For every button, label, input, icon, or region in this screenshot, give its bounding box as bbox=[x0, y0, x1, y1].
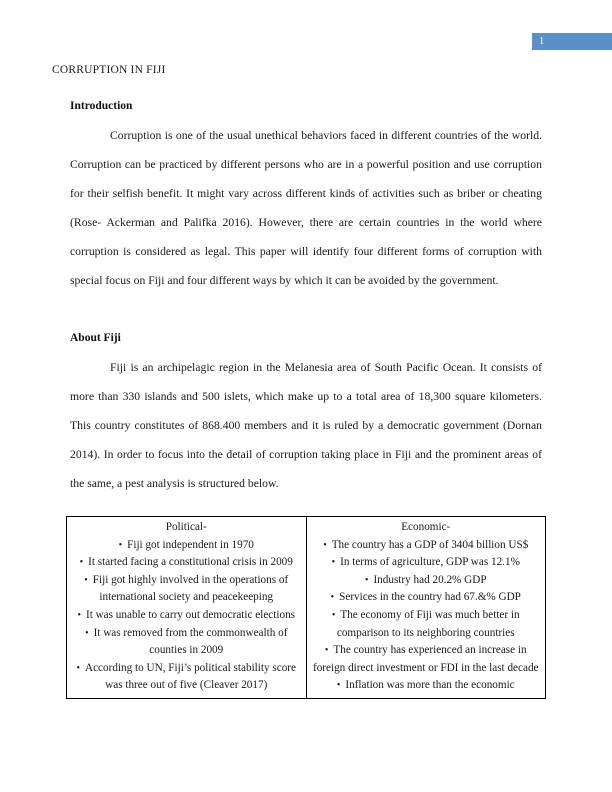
list-item-label: The country has a GDP of 3404 billion US$ bbox=[331, 538, 529, 551]
bullet-icon: • bbox=[324, 645, 329, 657]
table-cell-economic bbox=[306, 517, 546, 699]
page-number-banner bbox=[532, 33, 612, 50]
list-item-label: Industry had 20.2% GDP bbox=[373, 573, 487, 586]
paragraph-about-fiji: Fiji is an archipelagic region in the Melanesia area of South Pacific Ocean. It consists of more than 330 islands and 500 islets, which make up to a total area of 18,300 square kilometers. This country constitutes of 868.400 members and it is ruled by a democratic government (Dornan 2014). In order to focus into the detail of corruption taking place in Fiji and the prominent areas of the same, a pest analysis is structured below. bbox=[70, 361, 542, 490]
bullet-icon: • bbox=[76, 662, 81, 674]
bullet-list-political bbox=[73, 537, 300, 695]
cell-title-political: Political- bbox=[165, 521, 207, 533]
list-item-label: In terms of agriculture, GDP was 12.1% bbox=[340, 556, 520, 569]
paragraph-introduction: Corruption is one of the usual unethical behaviors faced in different countries of the world. Corruption can be practiced by different persons who are in a powerful position and use corruption for their selfish benefit. It might vary across different kinds of activities such as briber or cheating (Rose- Ackerman and Palifka 2016). However, there are certain countries in the world where corruption is considered as legal. This paper will identify four different forms of corruption with special focus on Fiji and four different ways by which it can be avoided by the government. bbox=[70, 129, 542, 287]
heading-about-fiji: About Fiji bbox=[70, 332, 121, 344]
table-cell-political bbox=[67, 517, 307, 699]
list-item bbox=[313, 537, 540, 555]
list-item-label: The economy of Fiji was much better in comparison to its neighboring countries bbox=[336, 608, 520, 639]
list-item-label: Inflation was more than the economic bbox=[345, 679, 515, 692]
list-item-label: The country has experienced an increase in foreign direct investment or FDI in the last decade bbox=[312, 644, 539, 674]
list-item bbox=[313, 607, 540, 642]
heading-introduction: Introduction bbox=[70, 100, 133, 112]
bullet-icon: • bbox=[364, 574, 369, 586]
paragraph-spacer bbox=[70, 295, 542, 324]
bullet-icon: • bbox=[118, 539, 123, 551]
bullet-icon: • bbox=[331, 557, 336, 569]
list-item-label: It was unable to carry out democratic elections bbox=[85, 608, 296, 621]
bullet-icon: • bbox=[77, 609, 81, 621]
bullet-icon: • bbox=[85, 627, 89, 639]
bullet-icon: • bbox=[79, 557, 84, 569]
list-item bbox=[73, 554, 300, 572]
bullet-icon: • bbox=[323, 539, 327, 551]
list-item-label: Services in the country had 67.&% GDP bbox=[339, 591, 521, 604]
list-item bbox=[73, 537, 300, 555]
list-item bbox=[313, 572, 540, 590]
list-item bbox=[73, 660, 300, 695]
list-item bbox=[313, 677, 540, 695]
list-item-label: Fiji got highly involved in the operations of international society and peacekeeping bbox=[92, 573, 289, 604]
bullet-icon: • bbox=[331, 609, 336, 621]
cell-title-economic: Economic- bbox=[401, 521, 451, 533]
running-header: CORRUPTION IN FIJI bbox=[52, 64, 166, 76]
list-item bbox=[313, 589, 540, 607]
list-item-label: According to UN, Fiji’s political stability score was three out of five (Cleaver 2017) bbox=[85, 661, 296, 692]
bullet-list-economic bbox=[313, 537, 540, 695]
document-body bbox=[70, 92, 542, 498]
page-number: 1 bbox=[539, 36, 545, 47]
bullet-icon: • bbox=[330, 592, 335, 604]
list-item bbox=[73, 607, 300, 625]
list-item bbox=[313, 642, 540, 677]
list-item-label: Fiji got independent in 1970 bbox=[127, 538, 254, 551]
list-item bbox=[73, 625, 300, 660]
bullet-icon: • bbox=[336, 680, 341, 692]
list-item-label: It started facing a constitutional crisis in 2009 bbox=[88, 556, 293, 569]
list-item bbox=[73, 572, 300, 607]
bullet-icon: • bbox=[84, 574, 88, 586]
list-item bbox=[313, 554, 540, 572]
pest-analysis-table bbox=[66, 516, 546, 699]
list-item-label: It was removed from the commonwealth of counties in 2009 bbox=[93, 626, 288, 657]
table-row bbox=[67, 517, 546, 699]
pest-table-region bbox=[0, 516, 612, 710]
